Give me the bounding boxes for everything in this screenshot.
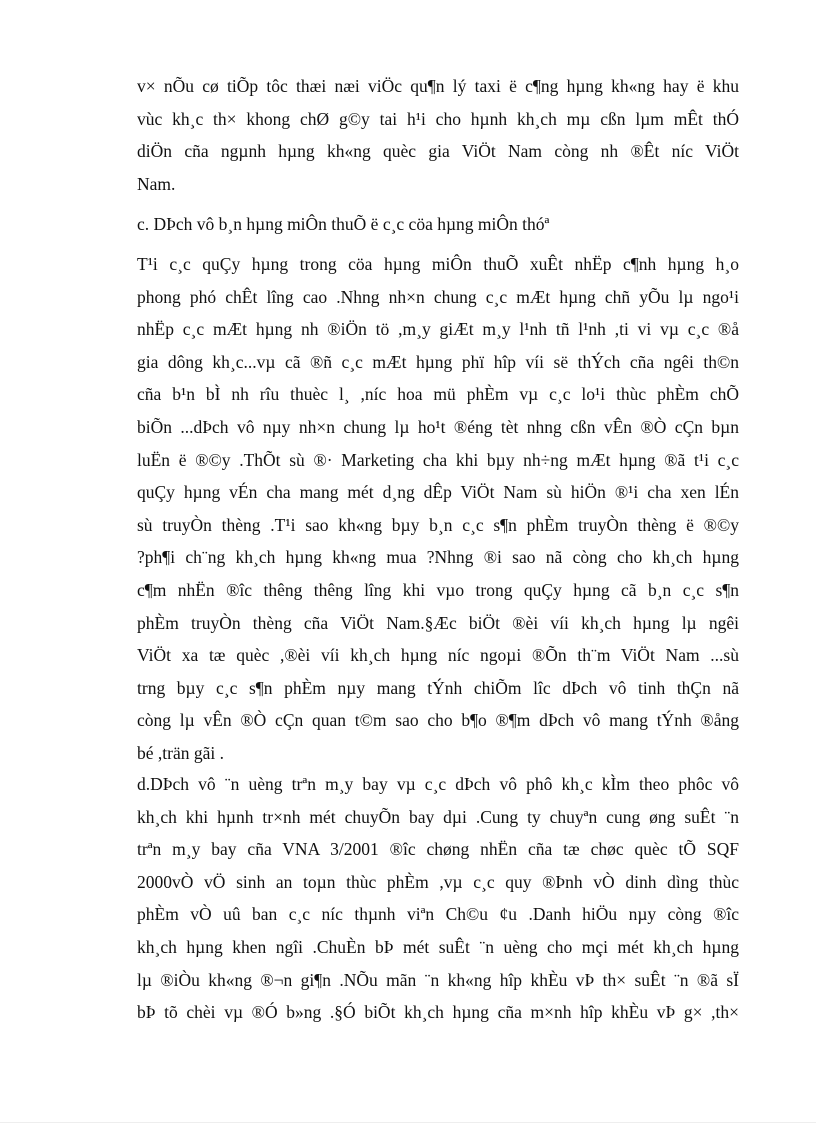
text-line: phÈm vÒ uû ban c¸c níc thµnh viªn Ch©u ¢u .Danh hiÖu nµy còng ®îc <box>137 904 739 925</box>
text-line: kh¸ch hµng khen ngîi .ChuÈn bÞ mét suÊt ¨n uèng cho mçi mét kh¸ch hµng <box>137 936 739 957</box>
section-heading-c <box>137 208 739 241</box>
text-line: c. DÞch vô b¸n hµng miÔn thuÕ ë c¸c cöa hµng miÔn thóª <box>137 214 550 234</box>
text-line: biÕn ...dÞch vô nµy nh×n chung lµ ho¹t ®éng tèt nhng cßn vÊn ®Ò cÇn bµn <box>137 416 739 437</box>
text-line: bÞ tõ chèi vµ ®Ó b»ng .§Ó biÕt kh¸ch hµng cña m×nh hîp khÈu vÞ g× ,th× <box>137 1002 739 1023</box>
text-line: lµ ®iÒu kh«ng ®¬n gi¶n .NÕu mãn ¨n kh«ng hîp khÈu vÞ th× suÊt ¨n ®ã sÏ <box>137 969 739 990</box>
text-line: phong phó chÊt lîng cao .Nhng nh×n chung c¸c mÆt hµng chñ yÕu lµ ngo¹i <box>137 286 739 307</box>
text-line: nhËp c¸c mÆt hµng nh ®iÖn tö ,m¸y giÆt m¸y l¹nh tñ l¹nh ,ti vi vµ c¸c ®å <box>137 319 739 340</box>
text-line: phÈm truyÒn thèng cña ViÖt Nam.§Æc biÖt ®èi víi kh¸ch hµng lµ ngêi <box>137 612 739 633</box>
text-line: vùc kh¸c th× khong chØ g©y tai h¹i cho hµnh kh¸ch mµ cßn lµm mÊt thÓ <box>137 108 739 129</box>
text-line: T¹i c¸c quÇy hµng trong cöa hµng miÔn thuÕ xuÊt nhËp c¶nh hµng h¸o <box>137 254 739 274</box>
text-line: còng lµ vÊn ®Ò cÇn quan t©m sao cho b¶o ®¶m dÞch vô mang tÝnh ®ång <box>137 710 739 731</box>
text-line: Nam. <box>137 173 176 194</box>
text-line: diÖn cña ngµnh hµng kh«ng quèc gia ViÖt Nam còng nh ®Êt níc ViÖt <box>137 141 739 162</box>
paragraph-inflight-catering <box>137 768 739 1029</box>
text-line: ?ph¶i ch¨ng kh¸ch hµng kh«ng mua ?Nhng ®i sao nã còng cho kh¸ch hµng <box>137 547 739 568</box>
text-line: 2000vÒ vÖ sinh an toµn thùc phÈm ,vµ c¸c quy ®Þnh vÒ dinh dìng thùc <box>137 871 739 892</box>
text-line: d.DÞch vô ¨n uèng trªn m¸y bay vµ c¸c dÞch vô phô kh¸c kÌm theo phôc vô <box>137 774 739 794</box>
text-line: cña b¹n bÌ nh rîu thuèc l¸ ,níc hoa mü phÈm vµ c¸c lo¹i thùc phÈm chÕ <box>137 384 739 405</box>
text-line: sù truyÒn thèng .T¹i sao kh«ng bµy b¸n c¸c s¶n phÈm truyÒn thèng ë ®©y <box>137 514 739 535</box>
paragraph-duty-free <box>137 248 739 770</box>
text-line: kh¸ch khi hµnh tr×nh mét chuyÕn bay dµi .Cung ty chuyªn cung øng suÊt ¨n <box>137 806 739 827</box>
text-line: c¶m nhËn ®îc thêng thêng lîng khi vµo trong quÇy hµng cã b¸n c¸c s¶n <box>137 579 739 600</box>
text-line: v× nÕu cø tiÕp tôc thæi næi viÖc qu¶n lý taxi ë c¶ng hµng kh«ng hay ë khu <box>137 76 739 96</box>
text-line: trng bµy c¸c s¶n phÈm nµy mang tÝnh chiÕm lîc dÞch vô tinh thÇn nã <box>137 677 739 698</box>
paragraph-taxi-continuation <box>137 70 739 200</box>
text-line: luËn ë ®©y .ThÕt sù ®· Marketing cha khi bµy nh÷ng mÆt hµng ®ã t¹i c¸c <box>137 449 739 470</box>
text-line: gia dông kh¸c...vµ cã ®ñ c¸c mÆt hµng phï hîp víi së thÝch cña ngêi th©n <box>137 351 739 372</box>
text-line: trªn m¸y bay cña VNA 3/2001 ®îc chøng nhËn cña tæ chøc quèc tÕ SQF <box>137 839 739 860</box>
text-line: quÇy hµng vÉn cha mang mét d¸ng dÊp ViÖt Nam sù hiÖn ®¹i cha xen lÉn <box>137 482 739 503</box>
text-line: bé ,trän gãi . <box>137 742 224 763</box>
text-line: ViÖt xa tæ quèc ,®èi víi kh¸ch hµng níc ngoµi ®Õn th¨m ViÖt Nam ...sù <box>137 645 739 666</box>
